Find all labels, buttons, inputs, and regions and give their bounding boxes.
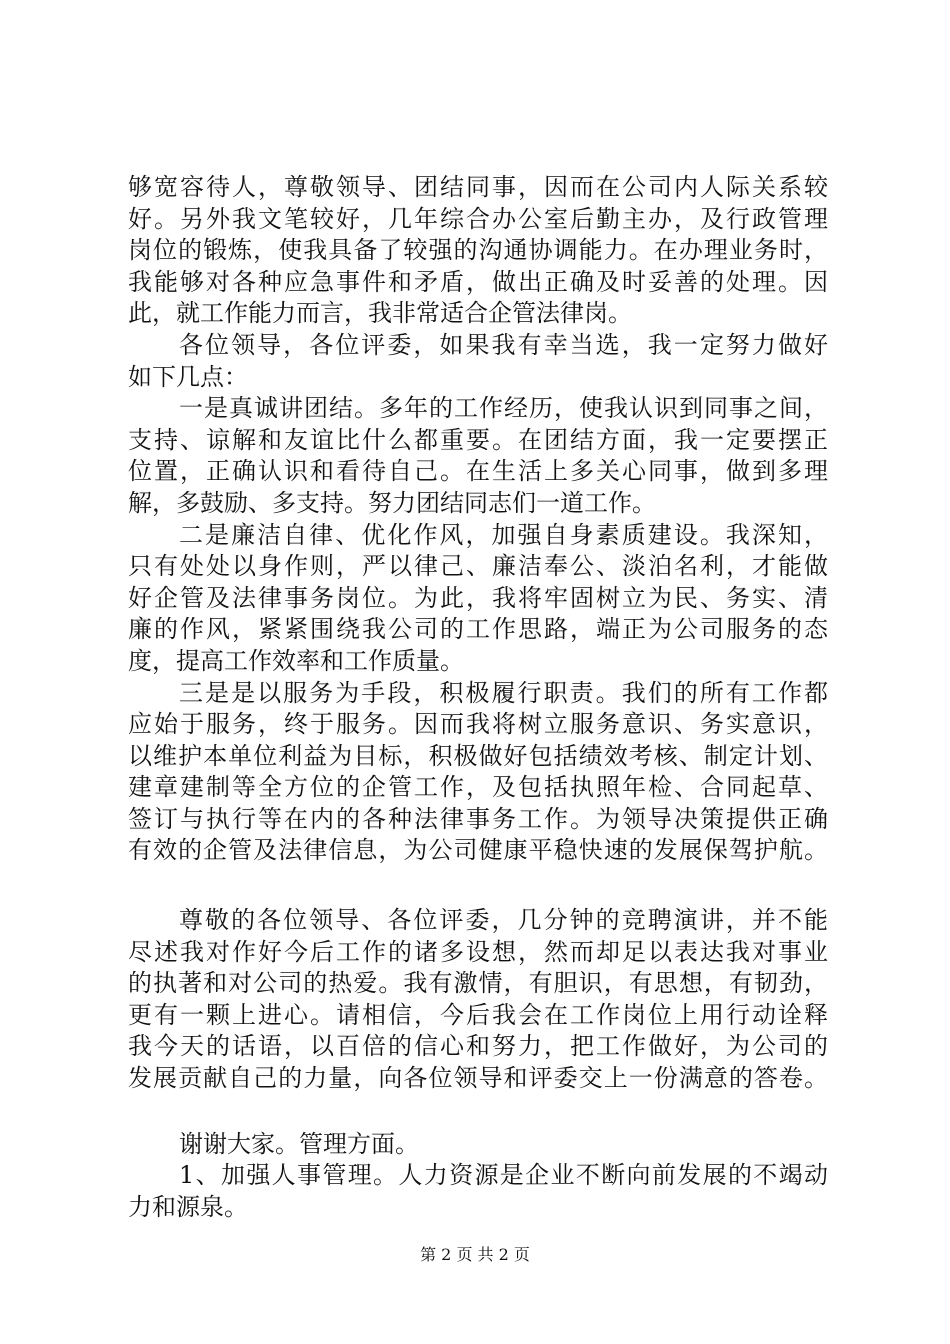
text-line: 度，提高工作效率和工作质量。: [128, 646, 464, 675]
paragraph-gap: [128, 867, 828, 905]
text-line: 签订与执行等在内的各种法律事务工作。为领导决策提供正确: [128, 804, 828, 833]
paragraph: [128, 393, 828, 519]
text-line: 岗位的锻炼，使我具备了较强的沟通协调能力。在办理业务时，: [128, 236, 828, 265]
text-line: 够宽容待人，尊敬领导、团结同事，因而在公司内人际关系较: [128, 173, 828, 201]
paragraph: [128, 1160, 828, 1223]
text-line: 力和源泉。: [128, 1192, 248, 1221]
text-line: 尊敬的各位领导、各位评委，几分钟的竞聘演讲，并不能: [179, 906, 828, 935]
text-line: 的执著和对公司的热爱。我有激情，有胆识，有思想，有韧劲，: [128, 969, 828, 998]
paragraph: [128, 330, 828, 393]
document-body: [128, 172, 828, 1223]
text-line: 以维护本单位利益为目标，积极做好包括绩效考核、制定计划、: [128, 741, 828, 770]
text-line: 发展贡献自己的力量，向各位领导和评委交上一份满意的答卷。: [128, 1064, 828, 1093]
text-line: 一是真诚讲团结。多年的工作经历，使我认识到同事之间，: [179, 394, 828, 423]
text-line: 我能够对各种应急事件和矛盾，做出正确及时妥善的处理。因: [128, 267, 828, 296]
text-line: 有效的企管及法律信息，为公司健康平稳快速的发展保驾护航。: [128, 836, 828, 865]
paragraph-gap: [128, 1095, 828, 1129]
paragraph: [128, 172, 828, 330]
paragraph: [128, 520, 828, 678]
text-line: 更有一颗上进心。请相信，今后我会在工作岗位上用行动诠释: [128, 1000, 828, 1029]
text-line: 如下几点：: [128, 362, 248, 391]
text-line: 好企管及法律事务岗位。为此，我将牢固树立为民、务实、清: [128, 583, 828, 612]
text-line: 此，就工作能力而言，我非常适合企管法律岗。: [128, 299, 632, 328]
text-line: 好。另外我文笔较好，几年综合办公室后勤主办，及行政管理: [128, 204, 828, 233]
text-line: 位置，正确认识和看待自己。在生活上多关心同事，做到多理: [128, 457, 828, 486]
text-line: 解，多鼓励、多支持。努力团结同志们一道工作。: [128, 488, 656, 517]
text-line: 三是是以服务为手段，积极履行职责。我们的所有工作都: [179, 678, 828, 707]
paragraph: [128, 678, 828, 868]
text-line: 二是廉洁自律、优化作风，加强自身素质建设。我深知，: [179, 520, 828, 549]
paragraph: [128, 905, 828, 1095]
text-line: 1、加强人事管理。人力资源是企业不断向前发展的不竭动: [179, 1161, 828, 1190]
text-line: 廉的作风，紧紧围绕我公司的工作思路，端正为公司服务的态: [128, 615, 828, 644]
text-line: 支持、谅解和友谊比什么都重要。在团结方面，我一定要摆正: [128, 425, 828, 454]
text-line: 应始于服务，终于服务。因而我将树立服务意识、务实意识，: [128, 710, 828, 739]
paragraph: [128, 1129, 828, 1161]
page-number-footer: 第 2 页 共 2 页: [420, 1245, 530, 1264]
text-line: 尽述我对作好今后工作的诸多设想，然而却足以表达我对事业: [128, 937, 828, 966]
text-line: 建章建制等全方位的企管工作，及包括执照年检、合同起草、: [128, 773, 828, 802]
text-line: 只有处处以身作则，严以律己、廉洁奉公、淡泊名利，才能做: [128, 552, 828, 581]
text-line: 谢谢大家。管理方面。: [179, 1129, 419, 1158]
text-line: 各位领导，各位评委，如果我有幸当选，我一定努力做好: [179, 330, 828, 359]
text-line: 我今天的话语，以百倍的信心和努力，把工作做好，为公司的: [128, 1032, 828, 1061]
